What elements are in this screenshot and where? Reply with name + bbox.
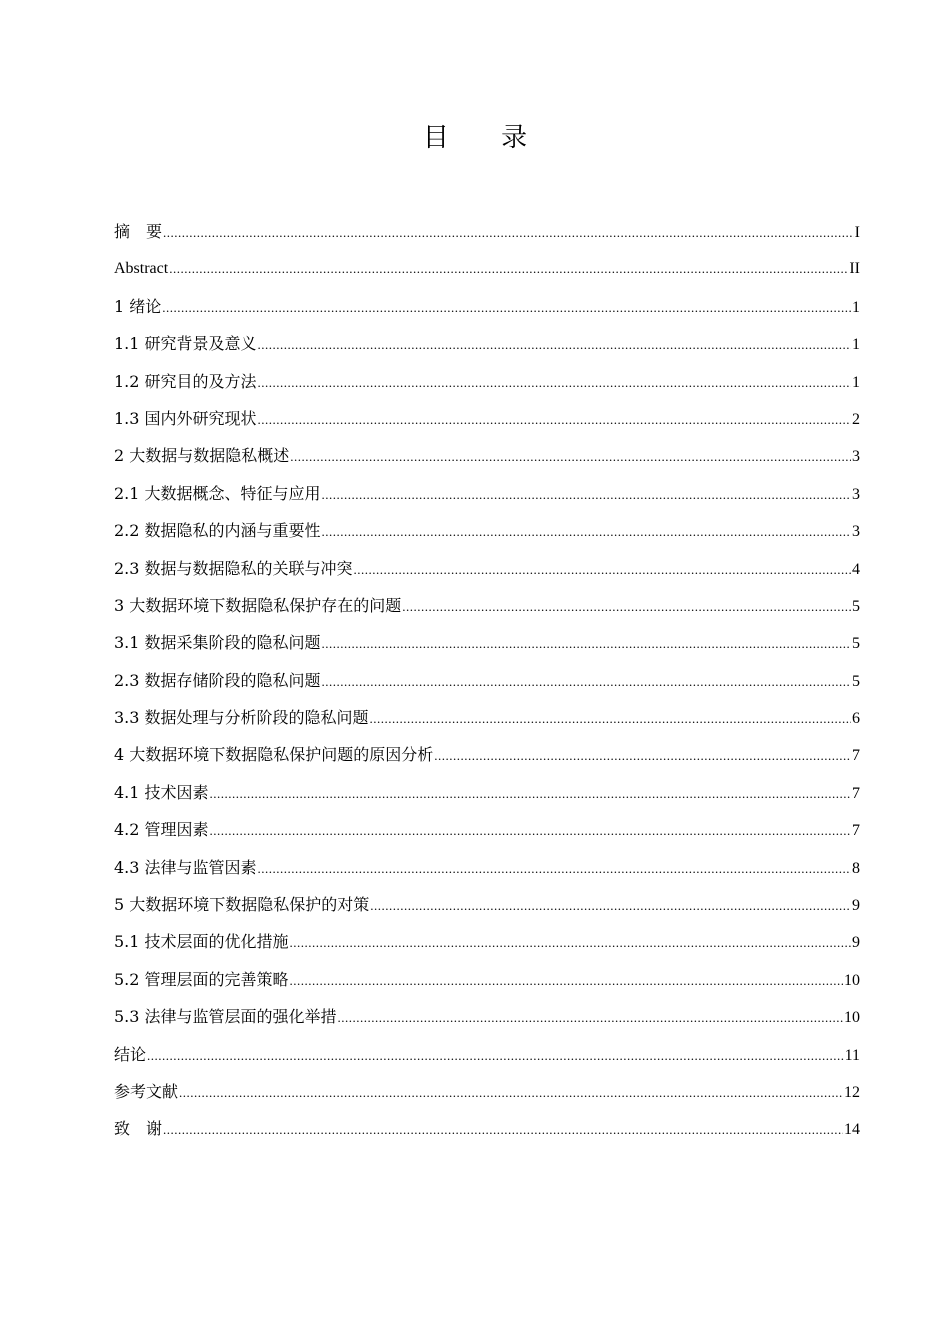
toc-entry-page: 3	[852, 485, 860, 503]
toc-entry-label: 4.2 管理因素	[114, 820, 209, 840]
toc-leader-dots	[370, 700, 851, 737]
toc-entry[interactable]	[114, 849, 860, 886]
toc-entry-label: 3 大数据环境下数据隐私保护存在的问题	[114, 595, 402, 615]
toc-entry-label: 5.1 技术层面的优化措施	[114, 932, 289, 952]
toc-leader-dots	[163, 1111, 843, 1148]
toc-entry-page: 4	[852, 560, 860, 578]
toc-entry-label: 摘 要	[114, 222, 163, 241]
toc-leader-dots	[434, 737, 851, 774]
toc-leader-dots	[258, 401, 851, 438]
toc-leader-dots	[290, 438, 851, 475]
toc-leader-dots	[258, 326, 851, 363]
toc-entry[interactable]	[114, 811, 860, 848]
toc-leader-dots	[338, 999, 843, 1036]
toc-entry-label: 4.3 法律与监管因素	[114, 857, 257, 877]
toc-entry[interactable]	[114, 250, 860, 287]
toc-leader-dots	[354, 551, 851, 588]
toc-leader-dots	[370, 887, 851, 924]
toc-leader-dots	[258, 364, 851, 401]
page-title: 目 录	[422, 123, 550, 153]
toc-leader-dots	[290, 962, 843, 999]
toc-entry-label: 2.3 数据与数据隐私的关联与冲突	[114, 558, 353, 578]
toc-entry[interactable]	[114, 961, 860, 998]
toc-entry-label: 2.2 数据隐私的内涵与重要性	[114, 521, 321, 541]
toc-entry-label: 1.1 研究背景及意义	[114, 334, 257, 354]
toc-leader-dots	[147, 1037, 844, 1074]
toc-entry-label: Abstract	[114, 260, 169, 278]
toc-entry-label: 1 绪论	[114, 296, 162, 316]
toc-entry[interactable]	[114, 1073, 860, 1110]
table-of-contents	[114, 213, 860, 1148]
toc-entry-page: 1	[852, 298, 860, 316]
toc-entry-page: 7	[852, 784, 860, 802]
toc-entry-page: 7	[852, 747, 860, 765]
toc-entry-label: 1.2 研究目的及方法	[114, 371, 257, 391]
toc-entry-page: 1	[852, 336, 860, 354]
toc-entry[interactable]	[114, 1110, 860, 1147]
toc-entry-page: 5	[852, 635, 860, 653]
toc-entry-page: 2	[852, 410, 860, 428]
toc-entry-page: 5	[852, 672, 860, 690]
toc-entry[interactable]	[114, 998, 860, 1035]
toc-entry-page: 8	[852, 859, 860, 877]
toc-entry-page: 3	[852, 448, 860, 466]
toc-entry-label: 2.1 大数据概念、特征与应用	[114, 483, 321, 503]
toc-entry[interactable]	[114, 288, 860, 325]
toc-entry-label: 3.1 数据采集阶段的隐私问题	[114, 633, 321, 653]
toc-entry[interactable]	[114, 475, 860, 512]
toc-entry-label: 5.2 管理层面的完善策略	[114, 969, 289, 989]
toc-entry-label: 5.3 法律与监管层面的强化举措	[114, 1007, 337, 1027]
toc-entry-label: 参考文献	[114, 1081, 179, 1101]
toc-entry-page: 1	[852, 373, 860, 391]
toc-entry[interactable]	[114, 587, 860, 624]
toc-entry-page: 6	[852, 710, 860, 728]
toc-entry-label: 4 大数据环境下数据隐私保护问题的原因分析	[114, 745, 434, 765]
toc-entry[interactable]	[114, 774, 860, 811]
toc-leader-dots	[290, 924, 851, 961]
toc-entry-page: 7	[852, 822, 860, 840]
toc-entry-label: 5 大数据环境下数据隐私保护的对策	[114, 895, 370, 915]
toc-leader-dots	[210, 812, 851, 849]
toc-entry-label: 2.3 数据存储阶段的隐私问题	[114, 670, 321, 690]
toc-entry[interactable]	[114, 736, 860, 773]
toc-leader-dots	[322, 513, 851, 550]
toc-leader-dots	[162, 289, 851, 326]
toc-entry[interactable]	[114, 550, 860, 587]
toc-entry-page: 10	[844, 1009, 860, 1027]
toc-entry-label: 3.3 数据处理与分析阶段的隐私问题	[114, 708, 369, 728]
toc-entry[interactable]	[114, 363, 860, 400]
toc-leader-dots	[210, 775, 851, 812]
toc-entry-page: 9	[852, 934, 860, 952]
toc-entry-page: 3	[852, 523, 860, 541]
toc-entry-label: 2 大数据与数据隐私概述	[114, 446, 290, 466]
toc-leader-dots	[402, 588, 851, 625]
toc-entry-label: 致 谢	[114, 1119, 163, 1139]
toc-entry[interactable]	[114, 923, 860, 960]
toc-leader-dots	[163, 214, 854, 251]
toc-entry[interactable]	[114, 699, 860, 736]
toc-entry-label: 1.3 国内外研究现状	[114, 408, 257, 428]
toc-entry[interactable]	[114, 325, 860, 362]
toc-entry-label: 结论	[114, 1044, 147, 1064]
toc-entry[interactable]	[114, 1036, 860, 1073]
toc-entry-page: II	[849, 260, 860, 278]
toc-entry[interactable]	[114, 662, 860, 699]
toc-entry[interactable]	[114, 213, 860, 250]
toc-entry[interactable]	[114, 400, 860, 437]
toc-leader-dots	[179, 1074, 843, 1111]
toc-entry-page: 11	[844, 1046, 860, 1064]
toc-entry-page: I	[854, 224, 860, 241]
toc-leader-dots	[322, 476, 851, 513]
toc-entry-page: 10	[844, 971, 860, 989]
toc-leader-dots	[322, 663, 851, 700]
toc-leader-dots	[258, 850, 851, 887]
toc-entry[interactable]	[114, 886, 860, 923]
toc-entry-page: 5	[852, 597, 860, 615]
toc-leader-dots	[322, 625, 851, 662]
toc-entry-page: 12	[844, 1083, 860, 1101]
toc-entry-label: 4.1 技术因素	[114, 782, 209, 802]
toc-entry-page: 14	[844, 1121, 860, 1139]
toc-entry-page: 9	[852, 897, 860, 915]
toc-leader-dots	[169, 250, 848, 287]
toc-entry[interactable]	[114, 512, 860, 549]
toc-entry[interactable]	[114, 437, 860, 474]
toc-entry[interactable]	[114, 624, 860, 661]
